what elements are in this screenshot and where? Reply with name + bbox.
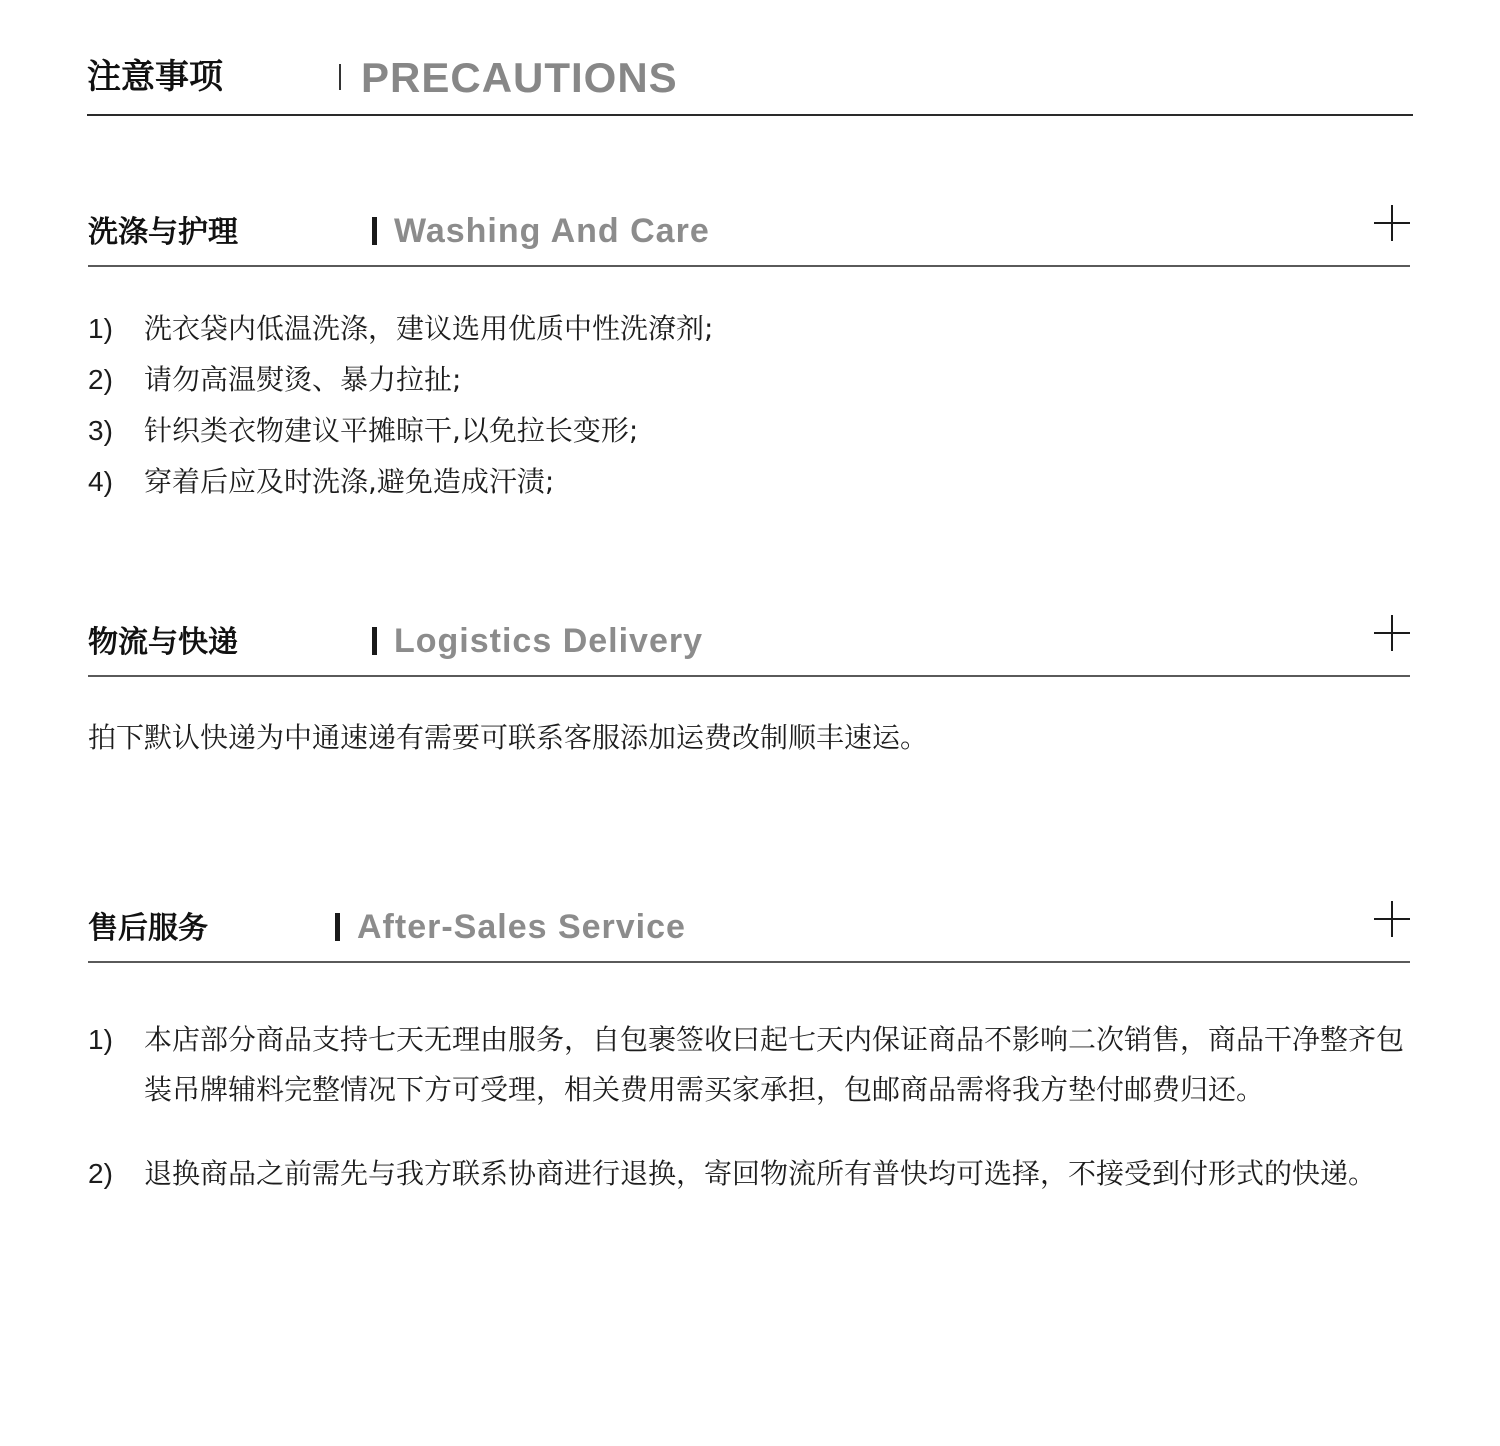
- page-title-en: PRECAUTIONS: [361, 54, 678, 101]
- title-divider: [339, 64, 341, 90]
- list-item-text: 穿着后应及时洗涤,避免造成汗渍;: [144, 465, 555, 498]
- list-item: [88, 311, 1418, 362]
- list-item-number: 1): [88, 313, 113, 344]
- section-header-washing[interactable]: [88, 211, 1410, 267]
- list-item: [88, 1015, 1418, 1115]
- list-item-number: 4): [88, 466, 113, 497]
- list-item-text: 请勿高温熨烫、暴力拉扯;: [144, 363, 462, 396]
- list-item: [88, 362, 1418, 413]
- list-item-number: 1): [88, 1024, 113, 1055]
- section-title-divider: [372, 627, 377, 655]
- page-title-cn: 注意事项: [87, 57, 223, 97]
- list-item: [88, 464, 1418, 515]
- section-header-after-sales[interactable]: [88, 907, 1410, 963]
- washing-care-list: [88, 311, 1418, 515]
- list-item-text: 洗衣袋内低温洗涤，建议选用优质中性洗潦剂;: [144, 312, 714, 345]
- page-header: [87, 50, 1413, 116]
- section-title-en: Logistics Delivery: [394, 622, 704, 660]
- list-item-number: 2): [88, 364, 113, 395]
- list-item-text: 本店部分商品支持七天无理由服务，自包裹签收曰起七天内保证商品不影响二次销售，商品干净整齐包装吊牌辅料完整情况下方可受理，相关费用需买家承担，包邮商品需将我方垫付邮费归还。: [144, 1023, 1405, 1106]
- list-item-text: 针织类衣物建议平摊晾干,以免拉长变形;: [144, 414, 639, 447]
- section-title-cn: 售后服务: [88, 911, 208, 946]
- list-item: [88, 1149, 1418, 1199]
- section-title-divider: [372, 217, 377, 245]
- list-item-text: 退换商品之前需先与我方联系协商进行退换，寄回物流所有普快均可选择，不接受到付形式的快递。: [144, 1157, 1377, 1190]
- expand-plus-icon[interactable]: [1374, 205, 1410, 241]
- logistics-text: 拍下默认快递为中通速递有需要可联系客服添加运费改制顺丰速运。: [88, 721, 929, 754]
- section-title-cn: 洗涤与护理: [88, 215, 238, 250]
- list-item-number: 2): [88, 1158, 113, 1189]
- expand-plus-icon[interactable]: [1374, 615, 1410, 651]
- list-item: [88, 413, 1418, 464]
- section-title-divider: [335, 913, 340, 941]
- expand-plus-icon[interactable]: [1374, 901, 1410, 937]
- section-header-logistics[interactable]: [88, 621, 1410, 677]
- list-item-number: 3): [88, 415, 113, 446]
- section-title-cn: 物流与快递: [88, 625, 238, 660]
- section-title-en: Washing And Care: [394, 212, 710, 250]
- after-sales-list: [88, 1015, 1418, 1199]
- section-title-en: After-Sales Service: [357, 908, 686, 946]
